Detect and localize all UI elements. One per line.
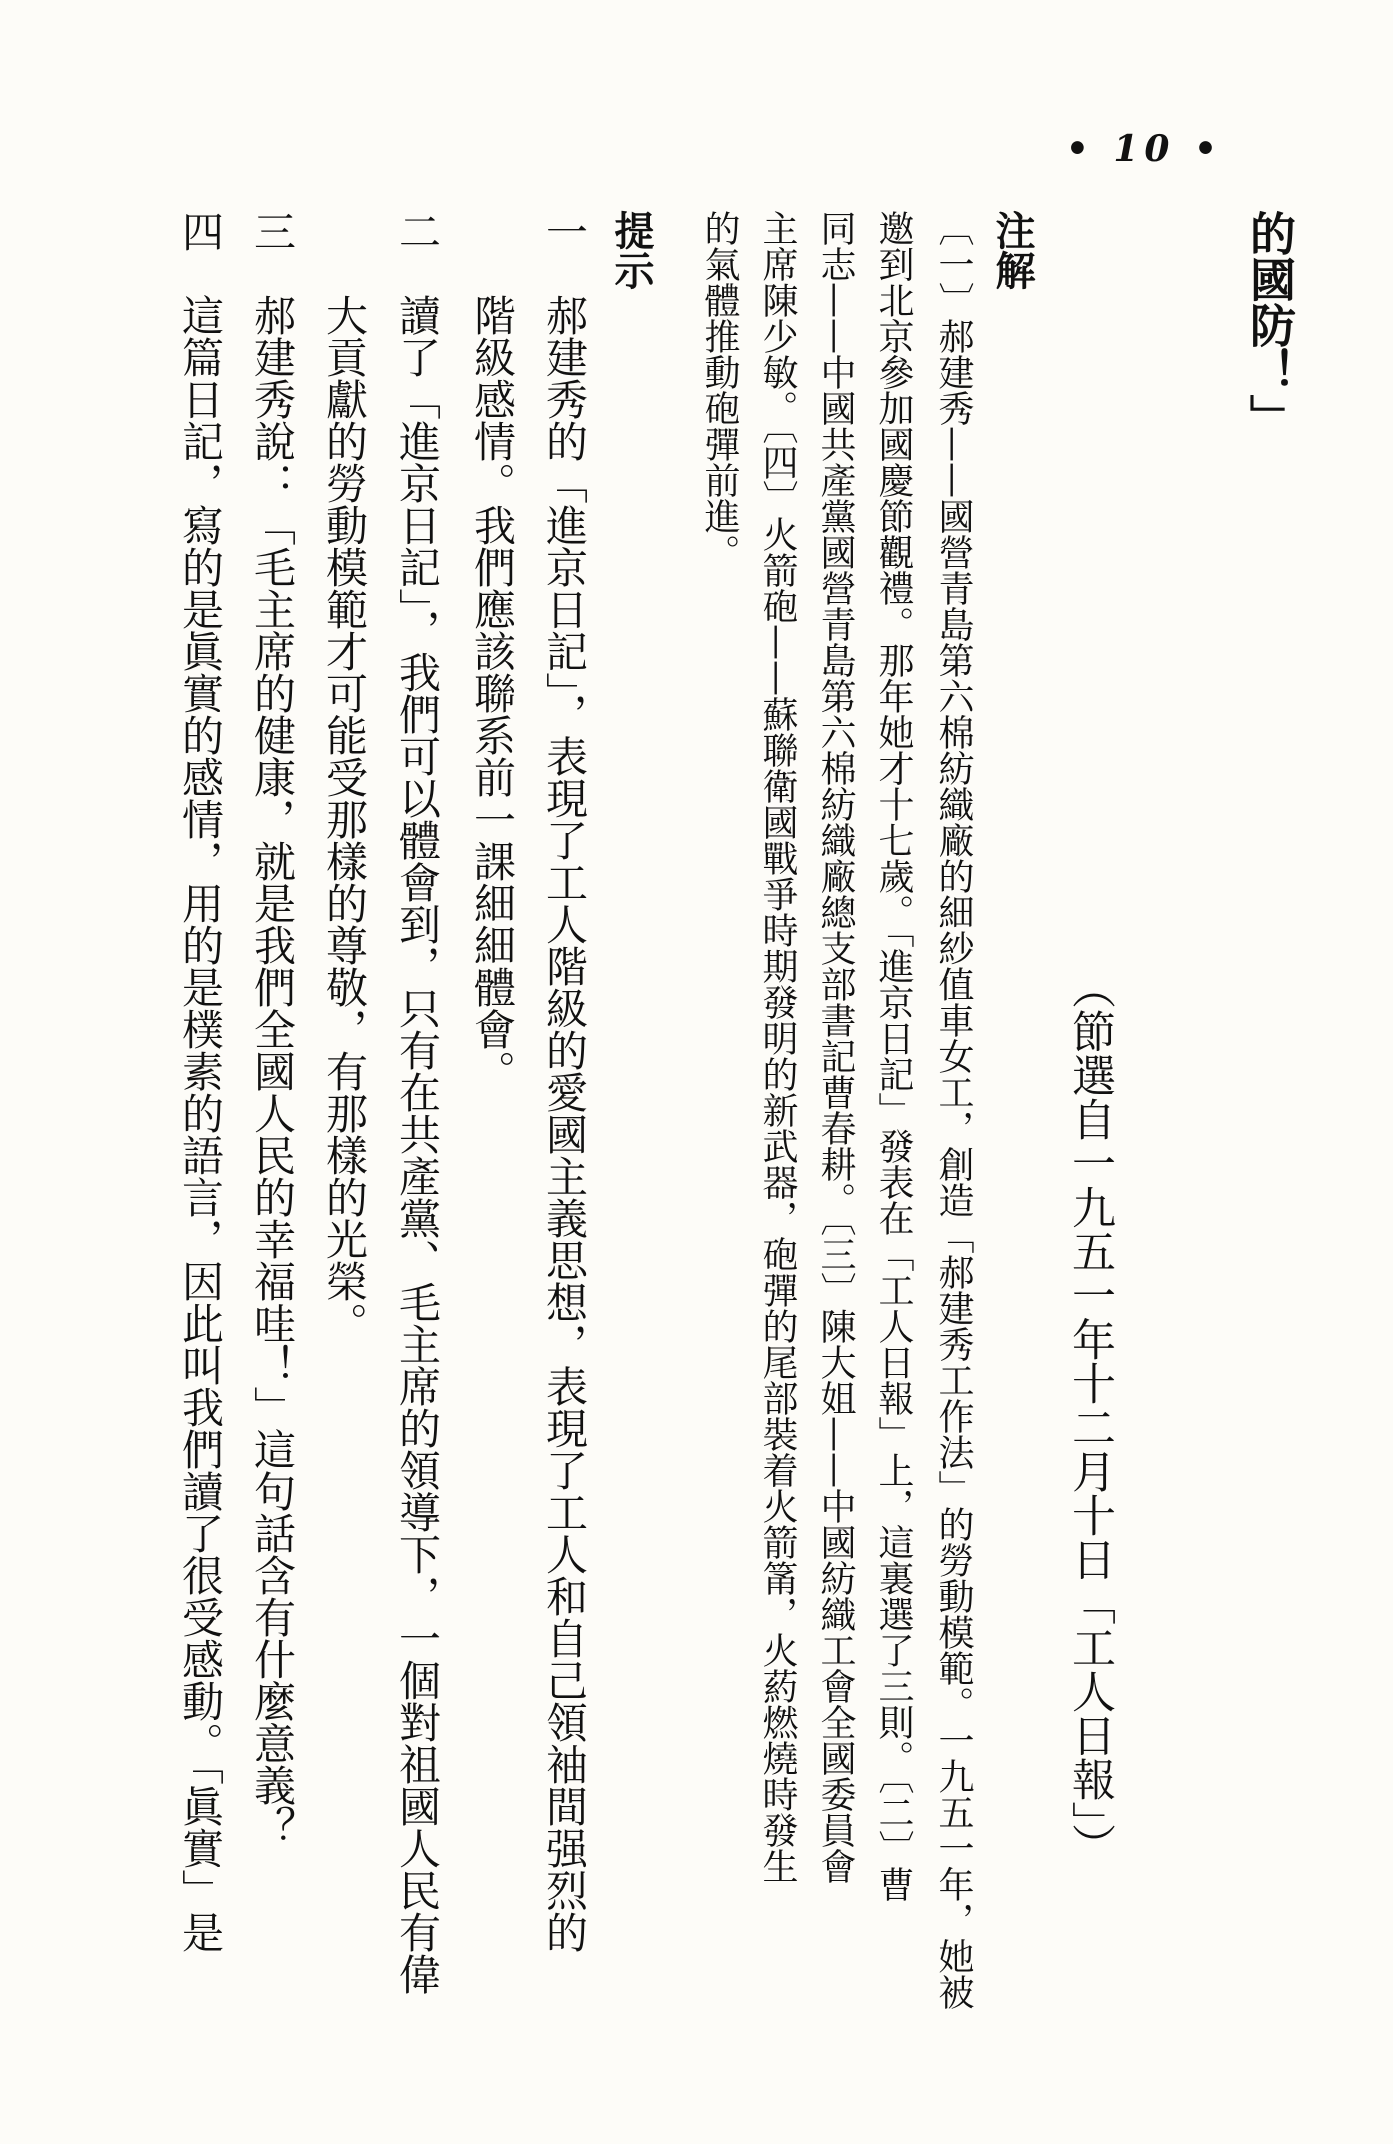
note-line: 同志——中國共產黨國營青島第六棉紡織廠總支部書記曹春耕。〔三〕陳大姐——中國紡織工會全國委員會 <box>815 210 856 1884</box>
hints-heading: 提示 <box>608 210 655 290</box>
hint-line: 三 郝建秀說：「毛主席的健康，就是我們全國人民的幸福哇！」這句話含有什麼意義？ <box>248 210 297 1848</box>
note-line: 的氣體推動砲彈前進。 <box>699 210 740 570</box>
notes-heading: 注解 <box>989 210 1036 290</box>
hint-line: 二 讀了「進京日記」，我們可以體會到，只有在共產黨、毛主席的領導下，一個對祖國人民有偉 <box>393 210 442 1995</box>
note-line: 〔一〕郝建秀——國營青島第六棉紡織廠的細紗值車女工，創造「郝建秀工作法」的勞動模範。一九五一年，她被 <box>933 210 974 2010</box>
source-citation: （節選自一九五一年十二月十日「工人日報」） <box>1064 965 1115 1867</box>
hint-line: 一 郝建秀的「進京日記」，表現了工人階級的愛國主義思想，表現了工人和自己領袖間强烈的 <box>540 210 589 1953</box>
page-number: • 10 • <box>1065 128 1223 170</box>
note-line: 主席陳少敏。〔四〕火箭砲——蘇聯衛國戰爭時期發明的新武器，砲彈的尾部裝着火箭筩，火葯燃燒時發生 <box>757 210 798 1884</box>
hint-line: 大貢獻的勞動模範才可能受那樣的尊敬，有那樣的光榮。 <box>320 210 369 1344</box>
note-line: 邀到北京參加國慶節觀禮。那年她才十七歲。「進京日記」發表在「工人日報」上，這裏選了三則。〔二〕曹 <box>873 210 914 1902</box>
continuation-line: 的國防！」 <box>1243 210 1297 440</box>
hint-line: 四 這篇日記，寫的是眞實的感情，用的是樸素的語言，因此叫我們讀了很受感動。「眞實」是 <box>176 210 225 1953</box>
hint-line: 階級感情。我們應該聯系前一課細細體會。 <box>468 210 517 1092</box>
